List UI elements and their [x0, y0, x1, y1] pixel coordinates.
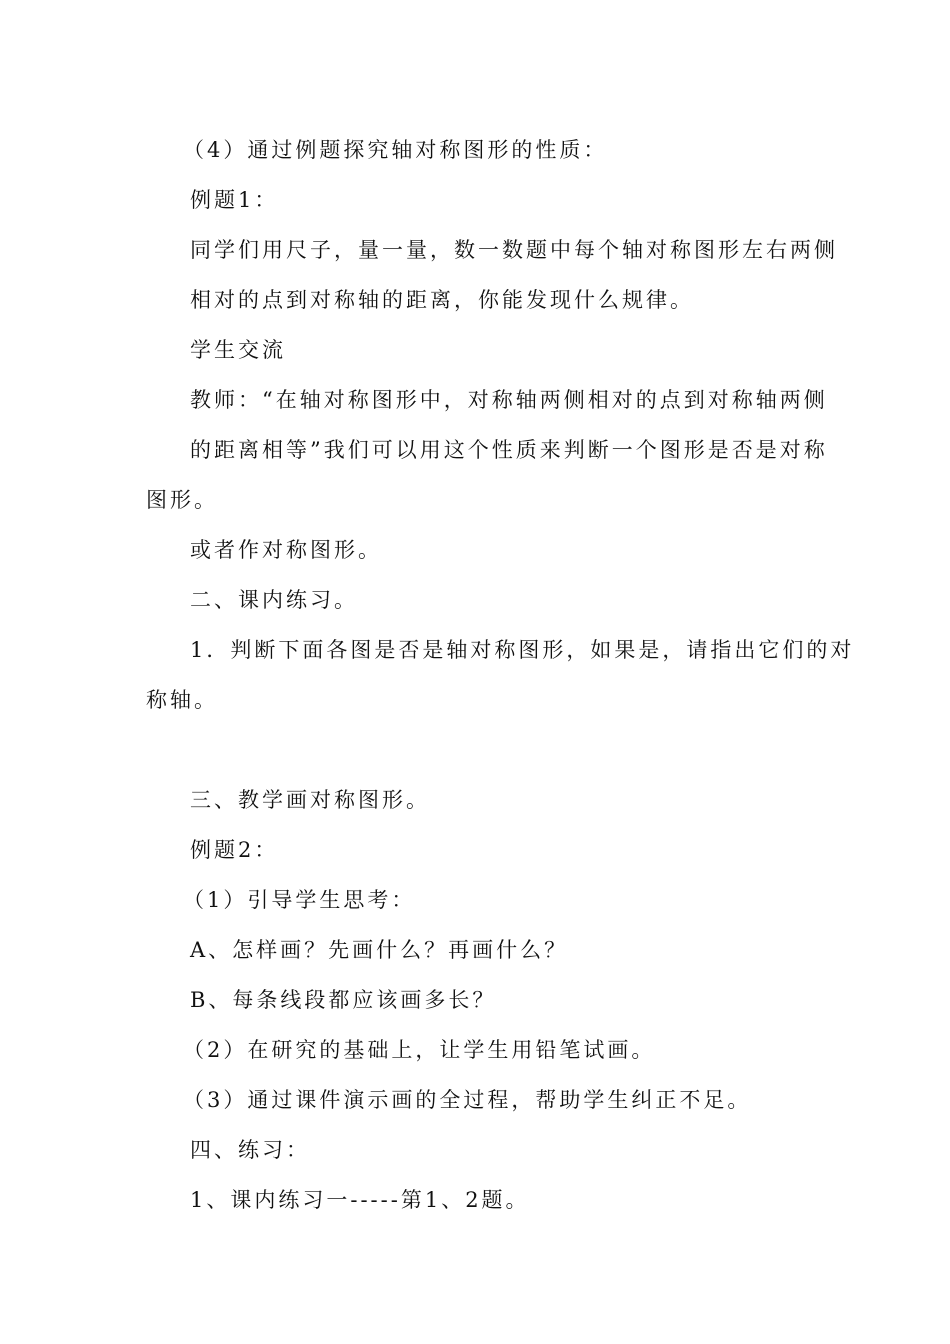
text-line: 1．判断下面各图是否是轴对称图形，如果是，请指出它们的对	[190, 638, 855, 662]
text-line: 三、教学画对称图形。	[190, 788, 430, 812]
text-line: （3）通过课件演示画的全过程，帮助学生纠正不足。	[183, 1088, 752, 1112]
text-line: 的距离相等”我们可以用这个性质来判断一个图形是否是对称	[190, 438, 828, 462]
text-line: 四、练习：	[190, 1138, 310, 1162]
text-line: 二、课内练习。	[190, 588, 358, 612]
text-line: 学生交流	[190, 338, 286, 362]
text-line: （4）通过例题探究轴对称图形的性质：	[183, 138, 608, 162]
text-line: B、每条线段都应该画多长？	[190, 988, 497, 1012]
text-line: A、怎样画？先画什么？再画什么？	[190, 938, 569, 962]
text-line: 1、课内练习一-----第1、2题。	[190, 1188, 530, 1212]
text-line: 或者作对称图形。	[190, 538, 382, 562]
text-line: （2）在研究的基础上，让学生用铅笔试画。	[183, 1038, 656, 1062]
text-line: 称轴。	[146, 688, 218, 712]
text-line: 教师：“在轴对称图形中，对称轴两侧相对的点到对称轴两侧	[190, 388, 828, 412]
text-line: 图形。	[146, 488, 218, 512]
text-line: 例题1：	[190, 188, 279, 212]
text-line: 同学们用尺子，量一量，数一数题中每个轴对称图形左右两侧	[190, 238, 838, 262]
text-line: （1）引导学生思考：	[183, 888, 416, 912]
text-line: 例题2：	[190, 838, 279, 862]
text-line: 相对的点到对称轴的距离，你能发现什么规律。	[190, 288, 694, 312]
